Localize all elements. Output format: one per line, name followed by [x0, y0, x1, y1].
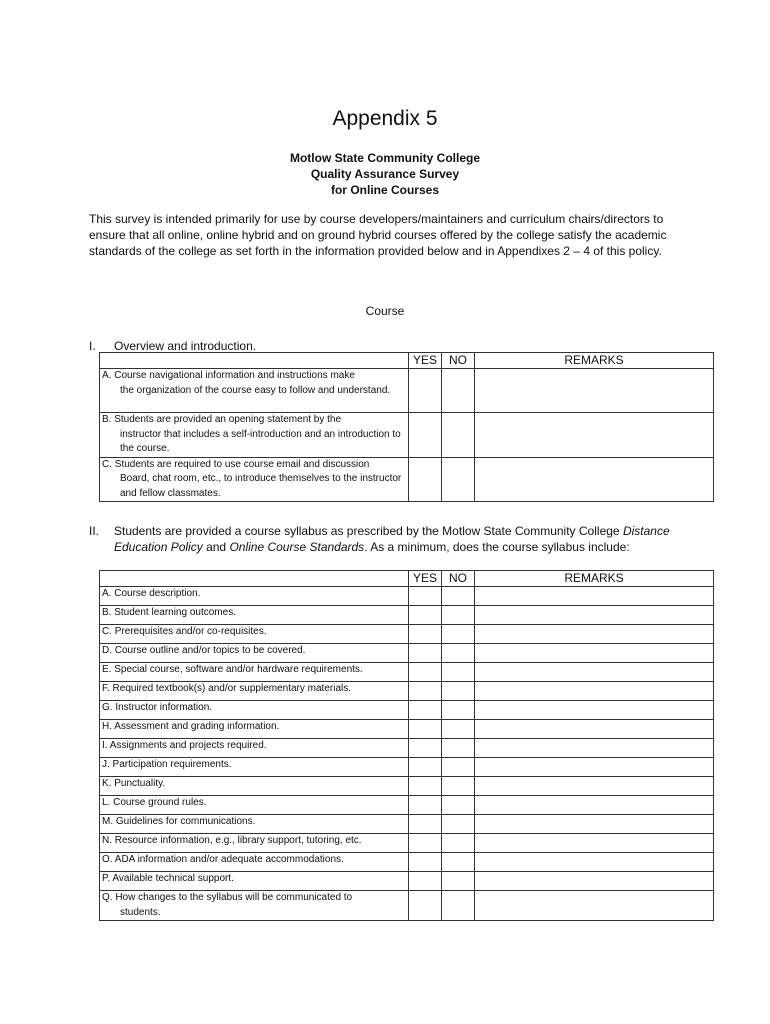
checklist-item — [100, 758, 409, 777]
checklist-item-text: G. Instructor information. — [102, 702, 213, 713]
checklist-item — [100, 815, 409, 834]
checklist-item — [100, 739, 409, 758]
table-row — [100, 663, 714, 682]
yes-checkbox-cell[interactable] — [409, 815, 442, 834]
no-checkbox-cell[interactable] — [442, 872, 475, 891]
no-column-header: NO — [442, 571, 475, 587]
yes-checkbox-cell[interactable] — [409, 701, 442, 720]
no-checkbox-cell[interactable] — [442, 720, 475, 739]
intro-paragraph: This survey is intended primarily for use by course developers/maintainers and curriculum chairs/directors to ensure that all online, online hybrid and on ground hybrid courses offered by the college satisfy the academic standards of the college as set forth in the information provided below and in Appendixes 2 – 4 of this policy. — [89, 212, 667, 258]
checklist-item-text: C. Prerequisites and/or co-requisites. — [102, 626, 267, 637]
section-2-number: II. — [89, 524, 100, 538]
page-title: Appendix 5 — [332, 107, 438, 130]
remarks-cell[interactable] — [475, 682, 714, 701]
checklist-item — [100, 796, 409, 815]
table-row — [100, 796, 714, 815]
table-row — [100, 625, 714, 644]
remarks-cell[interactable] — [475, 834, 714, 853]
no-checkbox-cell[interactable] — [442, 369, 475, 413]
remarks-cell[interactable] — [475, 606, 714, 625]
remarks-cell[interactable] — [475, 625, 714, 644]
checklist-item — [100, 457, 409, 502]
remarks-cell[interactable] — [475, 872, 714, 891]
no-checkbox-cell[interactable] — [442, 777, 475, 796]
table-row — [100, 413, 714, 458]
yes-checkbox-cell[interactable] — [409, 739, 442, 758]
remarks-cell[interactable] — [475, 369, 714, 413]
checklist-item-text: L. Course ground rules. — [102, 797, 207, 808]
checklist-item — [100, 891, 409, 921]
yes-checkbox-cell[interactable] — [409, 457, 442, 502]
yes-checkbox-cell[interactable] — [409, 606, 442, 625]
table-row — [100, 891, 714, 921]
yes-checkbox-cell[interactable] — [409, 369, 442, 413]
checklist-item-text: A. Course description. — [102, 588, 201, 599]
checklist-item-text: M. Guidelines for communications. — [102, 816, 256, 827]
checklist-item — [100, 625, 409, 644]
table-row — [100, 815, 714, 834]
section-2-title — [114, 523, 684, 555]
section-2-title-part1: Students are provided a course syllabus as prescribed by the Motlow State Community College — [114, 524, 620, 538]
no-checkbox-cell[interactable] — [442, 644, 475, 663]
checklist-item-text: P. Available technical support. — [102, 873, 234, 884]
checklist-item-text: C. Students are required to use course email and discussion — [102, 458, 370, 470]
checklist-item-text: E. Special course, software and/or hardware requirements. — [102, 664, 363, 675]
yes-column-header: YES — [409, 571, 442, 587]
document-subtitle — [0, 150, 770, 198]
checklist-item-text: H. Assessment and grading information. — [102, 721, 280, 732]
yes-checkbox-cell[interactable] — [409, 777, 442, 796]
no-checkbox-cell[interactable] — [442, 587, 475, 606]
table-row — [100, 644, 714, 663]
yes-checkbox-cell[interactable] — [409, 853, 442, 872]
remarks-cell[interactable] — [475, 758, 714, 777]
no-column-header: NO — [442, 353, 475, 369]
checklist-item-continuation: the organization of the course easy to follow and understand. — [120, 384, 391, 396]
no-checkbox-cell[interactable] — [442, 625, 475, 644]
yes-checkbox-cell[interactable] — [409, 891, 442, 921]
yes-checkbox-cell[interactable] — [409, 758, 442, 777]
syllabus-checklist-table — [99, 570, 714, 921]
no-checkbox-cell[interactable] — [442, 891, 475, 921]
remarks-cell[interactable] — [475, 413, 714, 458]
no-checkbox-cell[interactable] — [442, 834, 475, 853]
table-row — [100, 777, 714, 796]
table-row — [100, 587, 714, 606]
table-row — [100, 369, 714, 413]
checklist-item — [100, 872, 409, 891]
checklist-item-text: K. Punctuality. — [102, 778, 166, 789]
checklist-item-text: B. Student learning outcomes. — [102, 607, 236, 618]
checklist-item-text: O. ADA information and/or adequate accommodations. — [102, 854, 344, 865]
checklist-item-text: A. Course navigational information and instructions make — [102, 370, 355, 381]
distance-education-policy-title: Distance Education Policy — [114, 524, 670, 554]
checklist-item-text: I. Assignments and projects required. — [102, 740, 267, 751]
checklist-item-text: B. Students are provided an opening statement by the — [102, 414, 342, 425]
table-header-row — [100, 353, 714, 369]
yes-checkbox-cell[interactable] — [409, 625, 442, 644]
remarks-cell[interactable] — [475, 739, 714, 758]
remarks-cell[interactable] — [475, 587, 714, 606]
section-2-title-part2: . As a minimum, does the course syllabus include: — [364, 540, 630, 554]
remarks-cell[interactable] — [475, 457, 714, 502]
checklist-item — [100, 606, 409, 625]
yes-checkbox-cell[interactable] — [409, 663, 442, 682]
table-header-row — [100, 571, 714, 587]
table-row — [100, 682, 714, 701]
checklist-item — [100, 644, 409, 663]
checklist-item — [100, 587, 409, 606]
remarks-column-header: REMARKS — [475, 571, 714, 587]
no-checkbox-cell[interactable] — [442, 606, 475, 625]
table-row — [100, 720, 714, 739]
yes-column-header: YES — [409, 353, 442, 369]
item-column-header — [100, 571, 409, 587]
no-checkbox-cell[interactable] — [442, 413, 475, 458]
section-1-number: I. — [89, 339, 96, 353]
remarks-cell[interactable] — [475, 701, 714, 720]
course-label: Course — [365, 304, 405, 318]
checklist-item — [100, 413, 409, 458]
overview-checklist-table — [99, 352, 714, 502]
table-row — [100, 853, 714, 872]
table-row — [100, 457, 714, 502]
no-checkbox-cell[interactable] — [442, 701, 475, 720]
remarks-cell[interactable] — [475, 663, 714, 682]
checklist-item-continuation: students. — [120, 906, 161, 918]
no-checkbox-cell[interactable] — [442, 853, 475, 872]
checklist-item-text: F. Required textbook(s) and/or supplementary materials. — [102, 683, 352, 694]
table-row — [100, 758, 714, 777]
table-row — [100, 834, 714, 853]
checklist-item — [100, 777, 409, 796]
checklist-item — [100, 369, 409, 413]
no-checkbox-cell[interactable] — [442, 739, 475, 758]
remarks-cell[interactable] — [475, 796, 714, 815]
remarks-cell[interactable] — [475, 720, 714, 739]
section-1-title: Overview and introduction. — [114, 339, 257, 353]
no-checkbox-cell[interactable] — [442, 663, 475, 682]
checklist-item — [100, 682, 409, 701]
remarks-cell[interactable] — [475, 815, 714, 834]
no-checkbox-cell[interactable] — [442, 796, 475, 815]
section-2-title-and: and — [206, 540, 227, 554]
yes-checkbox-cell[interactable] — [409, 834, 442, 853]
remarks-cell[interactable] — [475, 777, 714, 796]
no-checkbox-cell[interactable] — [442, 457, 475, 502]
college-name: Motlow State Community College — [289, 151, 480, 165]
section-2-heading — [89, 523, 684, 555]
checklist-item-continuation: Board, chat room, etc., to introduce themselves to the instructor and fellow classmates. — [120, 473, 402, 499]
yes-checkbox-cell[interactable] — [409, 720, 442, 739]
remarks-cell[interactable] — [475, 853, 714, 872]
yes-checkbox-cell[interactable] — [409, 587, 442, 606]
yes-checkbox-cell[interactable] — [409, 796, 442, 815]
no-checkbox-cell[interactable] — [442, 758, 475, 777]
checklist-item — [100, 720, 409, 739]
checklist-item — [100, 701, 409, 720]
yes-checkbox-cell[interactable] — [409, 644, 442, 663]
online-course-standards-title: Online Course Standards — [229, 540, 365, 554]
no-checkbox-cell[interactable] — [442, 815, 475, 834]
survey-name: Quality Assurance Survey — [310, 167, 460, 181]
remarks-cell[interactable] — [475, 644, 714, 663]
checklist-item — [100, 834, 409, 853]
survey-scope: for Online Courses — [330, 183, 440, 197]
table-row — [100, 739, 714, 758]
checklist-item — [100, 853, 409, 872]
no-checkbox-cell[interactable] — [442, 682, 475, 701]
item-column-header — [100, 353, 409, 369]
yes-checkbox-cell[interactable] — [409, 413, 442, 458]
table-row — [100, 606, 714, 625]
checklist-item-continuation: instructor that includes a self-introduction and an introduction to the course. — [120, 428, 401, 454]
yes-checkbox-cell[interactable] — [409, 682, 442, 701]
remarks-cell[interactable] — [475, 891, 714, 921]
checklist-item-text: Q. How changes to the syllabus will be communicated to — [102, 892, 353, 903]
checklist-item-text: J. Participation requirements. — [102, 759, 232, 770]
checklist-item-text: D. Course outline and/or topics to be covered. — [102, 645, 306, 656]
yes-checkbox-cell[interactable] — [409, 872, 442, 891]
checklist-item — [100, 663, 409, 682]
table-row — [100, 701, 714, 720]
table-row — [100, 872, 714, 891]
remarks-column-header: REMARKS — [475, 353, 714, 369]
checklist-item-text: N. Resource information, e.g., library support, tutoring, etc. — [102, 835, 362, 846]
